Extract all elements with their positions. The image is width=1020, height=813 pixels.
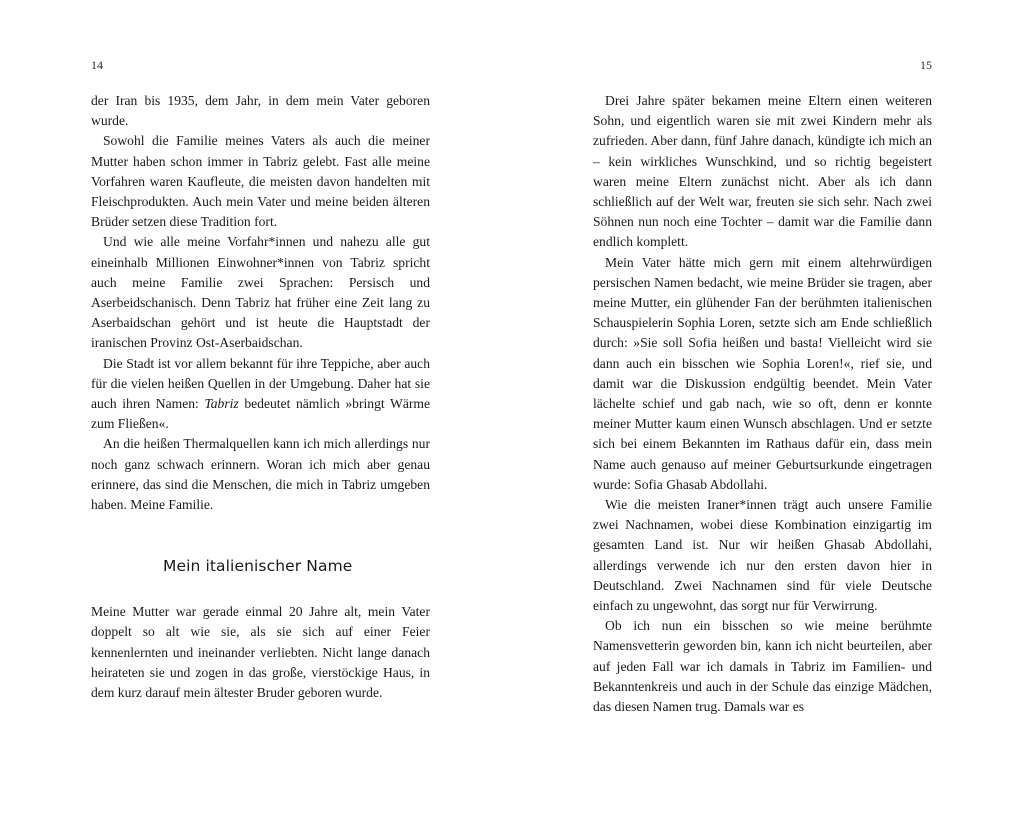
page-number: 14 bbox=[91, 58, 103, 72]
text-column bbox=[593, 91, 932, 717]
paragraph: Drei Jahre später bekamen meine Eltern einen weiteren Sohn, und eigentlich waren sie mit zwei Kindern mehr als zufrieden. Aber dann, fünf Jahre danach, kündigte ich mich an – kein wirkliches Wunschkind, und so richtig begeistert waren meine Eltern zunächst nicht. Aber als ich dann schließlich auf der Welt war, freuten sie sich sehr. Nach zwei Söhnen nun noch eine Tochter – damit war die Familie dann endlich komplett. bbox=[593, 93, 932, 250]
paragraph: An die heißen Thermalquellen kann ich mich allerdings nur noch ganz schwach erinnern. Woran ich mich aber genau erinnere, das sind die Menschen, die mich in Tabriz umgeben haben. Meine Familie. bbox=[91, 436, 430, 513]
paragraph-text: Die Stadt ist vor allem bekannt für ihre Teppiche, aber auch für die vielen heißen Quellen in der Umgebung. Daher hat sie auch ihren Namen: bbox=[91, 355, 430, 412]
right-page bbox=[510, 0, 1020, 813]
paragraph-text: bedeutet nämlich »bringt Wärme zum Fließen«. bbox=[91, 396, 430, 432]
paragraph: Sowohl die Familie meines Vaters als auch die meiner Mutter haben schon immer in Tabriz gelebt. Fast alle meine Vorfahren waren Kaufleute, die meisten davon handelten mit Fleischprodukten. Auch mein Vater und meine beiden älteren Brüder setzen diese Tradition fort. bbox=[91, 133, 430, 230]
paragraph: Ob ich nun ein bisschen so wie meine berühmte Namensvetterin geworden bin, kann ich nicht beurteilen, aber auf jeden Fall war ich damals in Tabriz im Familien- und Bekanntenkreis und auch in der Schule das einzige Mädchen, das diesen Namen trug. Damals war es bbox=[593, 618, 932, 715]
paragraph: Und wie alle meine Vorfahr*innen und nahezu alle gut eineinhalb Millionen Einwohner*innen von Tabriz spricht auch meine Familie zwei Sprachen: Persisch und Aserbeidschanisch. Denn Tabriz hat früher eine Zeit lang zu Aserbaidschan gehört und ist heute die Hauptstadt der iranischen Provinz Ost-Aserbaidschan. bbox=[91, 234, 430, 351]
page-number: 15 bbox=[920, 58, 932, 72]
paragraph: Mein Vater hätte mich gern mit einem altehrwürdigen persischen Namen bedacht, wie meine Brüder sie tragen, aber meine Mutter, ein glühender Fan der berühmten italienischen Schauspielerin Sophia Loren, setzte sich am Ende schließlich durch: »Sie soll Sofia heißen und basta! Vielleicht wird sie dann auch ein bisschen wie Sophia Loren!«, rief sie, und damit war die Diskussion endgültig beendet. Mein Vater lächelte schief und gab nach, wie so oft, denn er konnte meiner Mutter kaum einen Wunsch abschlagen. Und er setzte sich bei einem Bekannten im Rathaus dafür ein, dass mein Name auch genauso auf meiner Geburtsurkunde eingetragen wurde: Sofia Ghasab Abdollahi. bbox=[593, 254, 932, 492]
emphasized-word: Tabriz bbox=[204, 396, 239, 412]
paragraph: Meine Mutter war gerade einmal 20 Jahre alt, mein Vater doppelt so alt wie sie, als sie sich auf einer Feier kennenlernten und ineinander verliebten. Nicht lange danach heirateten sie und zogen in das große, vierstöckige Haus, in dem kurz darauf mein ältester Bruder geboren wurde. bbox=[91, 604, 430, 701]
paragraph bbox=[91, 354, 430, 435]
paragraph: Wie die meisten Iraner*innen trägt auch unsere Familie zwei Nachnamen, wobei diese Kombination einzigartig im gesamten Land ist. Nur wir heißen Ghasab Abdollahi, allerdings verwende ich nur den ersten davon hier in Deutschland. Zwei Nachnamen sind für viele Deutsche einfach zu ungewohnt, das sorgt nur für Verwirrung. bbox=[593, 497, 932, 614]
paragraph: der Iran bis 1935, dem Jahr, in dem mein Vater geboren wurde. bbox=[91, 93, 430, 129]
text-column bbox=[91, 91, 430, 703]
chapter-heading: Mein italienischer Name bbox=[163, 557, 353, 576]
